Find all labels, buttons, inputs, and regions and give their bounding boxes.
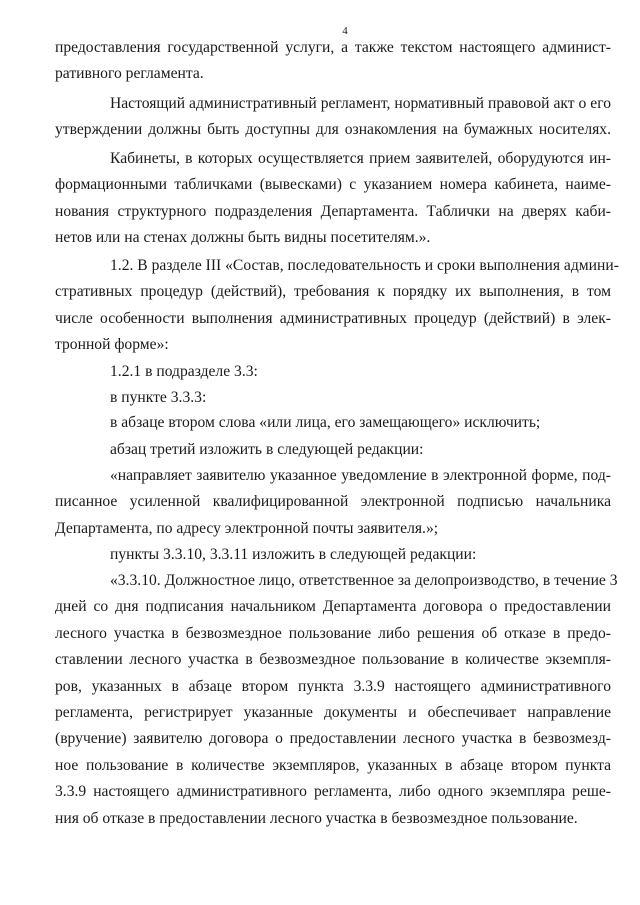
text-line: пункты 3.3.10, 3.3.11 изложить в следующей редакции: <box>110 546 477 563</box>
text-line: лесного участка в безвозмездное пользование либо решения об отказе в предо- <box>55 624 611 642</box>
text-line: Кабинеты, в которых осуществляется прием заявителей, оборудуются ин- <box>110 150 611 167</box>
paragraph-subsection-3-3 <box>55 359 611 385</box>
text-line: Настоящий административный регламент, нормативный правовой акт о его <box>110 95 611 112</box>
text-line: дней со дня подписания начальником Департамента договора о предоставлении <box>55 598 611 616</box>
text-line: 1.2. В разделе III «Состав, последовательность и сроки выполнения админи- <box>110 257 619 274</box>
text-line: регламента, регистрирует указанные документы и обеспечивает направление <box>55 703 611 721</box>
paragraph-continuation <box>55 35 611 88</box>
text-line: ративного регламента. <box>55 65 204 83</box>
text-line: «направляет заявителю указанное уведомление в электронной форме, под- <box>110 467 611 484</box>
text-line: в пункте 3.3.3: <box>110 389 207 406</box>
paragraph-item-3-3-3 <box>55 385 611 411</box>
paragraph-regulation-availability <box>55 91 611 144</box>
text-line: в абзаце втором слова «или лица, его замещающего» исключить; <box>110 414 541 431</box>
text-line: Департамента, по адресу электронной почты заявителя.»; <box>55 519 439 537</box>
text-line: нетов или на стенах должны быть видны посетителям.». <box>55 229 431 247</box>
text-line: «3.3.10. Должностное лицо, ответственное за делопроизводство, в течение 3 <box>110 572 618 589</box>
text-line: нования структурного подразделения Департамента. Таблички на дверях каби- <box>55 202 611 220</box>
text-line: писанное усиленной квалифицированной электронной подписью начальника <box>55 493 611 511</box>
text-line: ставлении лесного участка в безвозмездное пользование в количестве экземпля- <box>55 651 611 669</box>
paragraph-section-iii <box>55 253 619 359</box>
text-line: формационными табличками (вывесками) с указанием номера кабинета, наиме- <box>55 176 611 194</box>
text-line: 1.2.1 в подразделе 3.3: <box>110 363 258 380</box>
paragraph-notification <box>55 463 611 542</box>
text-line: стративных процедур (действий), требования к порядку их выполнения, в том <box>55 283 611 301</box>
text-line: (вручение) заявителю договора о предоставлении лесного участка в безвозмезд- <box>55 730 611 748</box>
paragraph-item-3-3-10-text <box>55 568 618 832</box>
paragraph-cabinets <box>55 146 611 252</box>
text-line: числе особенности выполнения административных процедур (действий) в элек- <box>55 309 611 327</box>
text-line: 3.3.9 настоящего административного регламента, либо одного экземпляра реше- <box>55 783 611 801</box>
text-line: утверждении должны быть доступны для ознакомления на бумажных носителях. <box>55 121 611 139</box>
paragraph-second-paragraph <box>55 410 611 436</box>
paragraph-third-paragraph <box>55 437 611 463</box>
paragraph-items-3-3-10 <box>55 542 611 568</box>
text-line: тронной форме»: <box>55 336 169 354</box>
text-line: ров, указанных в абзаце втором пункта 3.3.9 настоящего административного <box>55 677 611 695</box>
text-line: абзац третий изложить в следующей редакции: <box>110 441 424 458</box>
text-line: ния об отказе в предоставлении лесного участка в безвозмездное пользование. <box>55 809 578 827</box>
page-number: 4 <box>342 25 348 37</box>
text-line: ное пользование в количестве экземпляров, указанных в абзаце втором пункта <box>55 756 611 774</box>
text-line: предоставления государственной услуги, а также текстом настоящего админист- <box>55 39 611 56</box>
